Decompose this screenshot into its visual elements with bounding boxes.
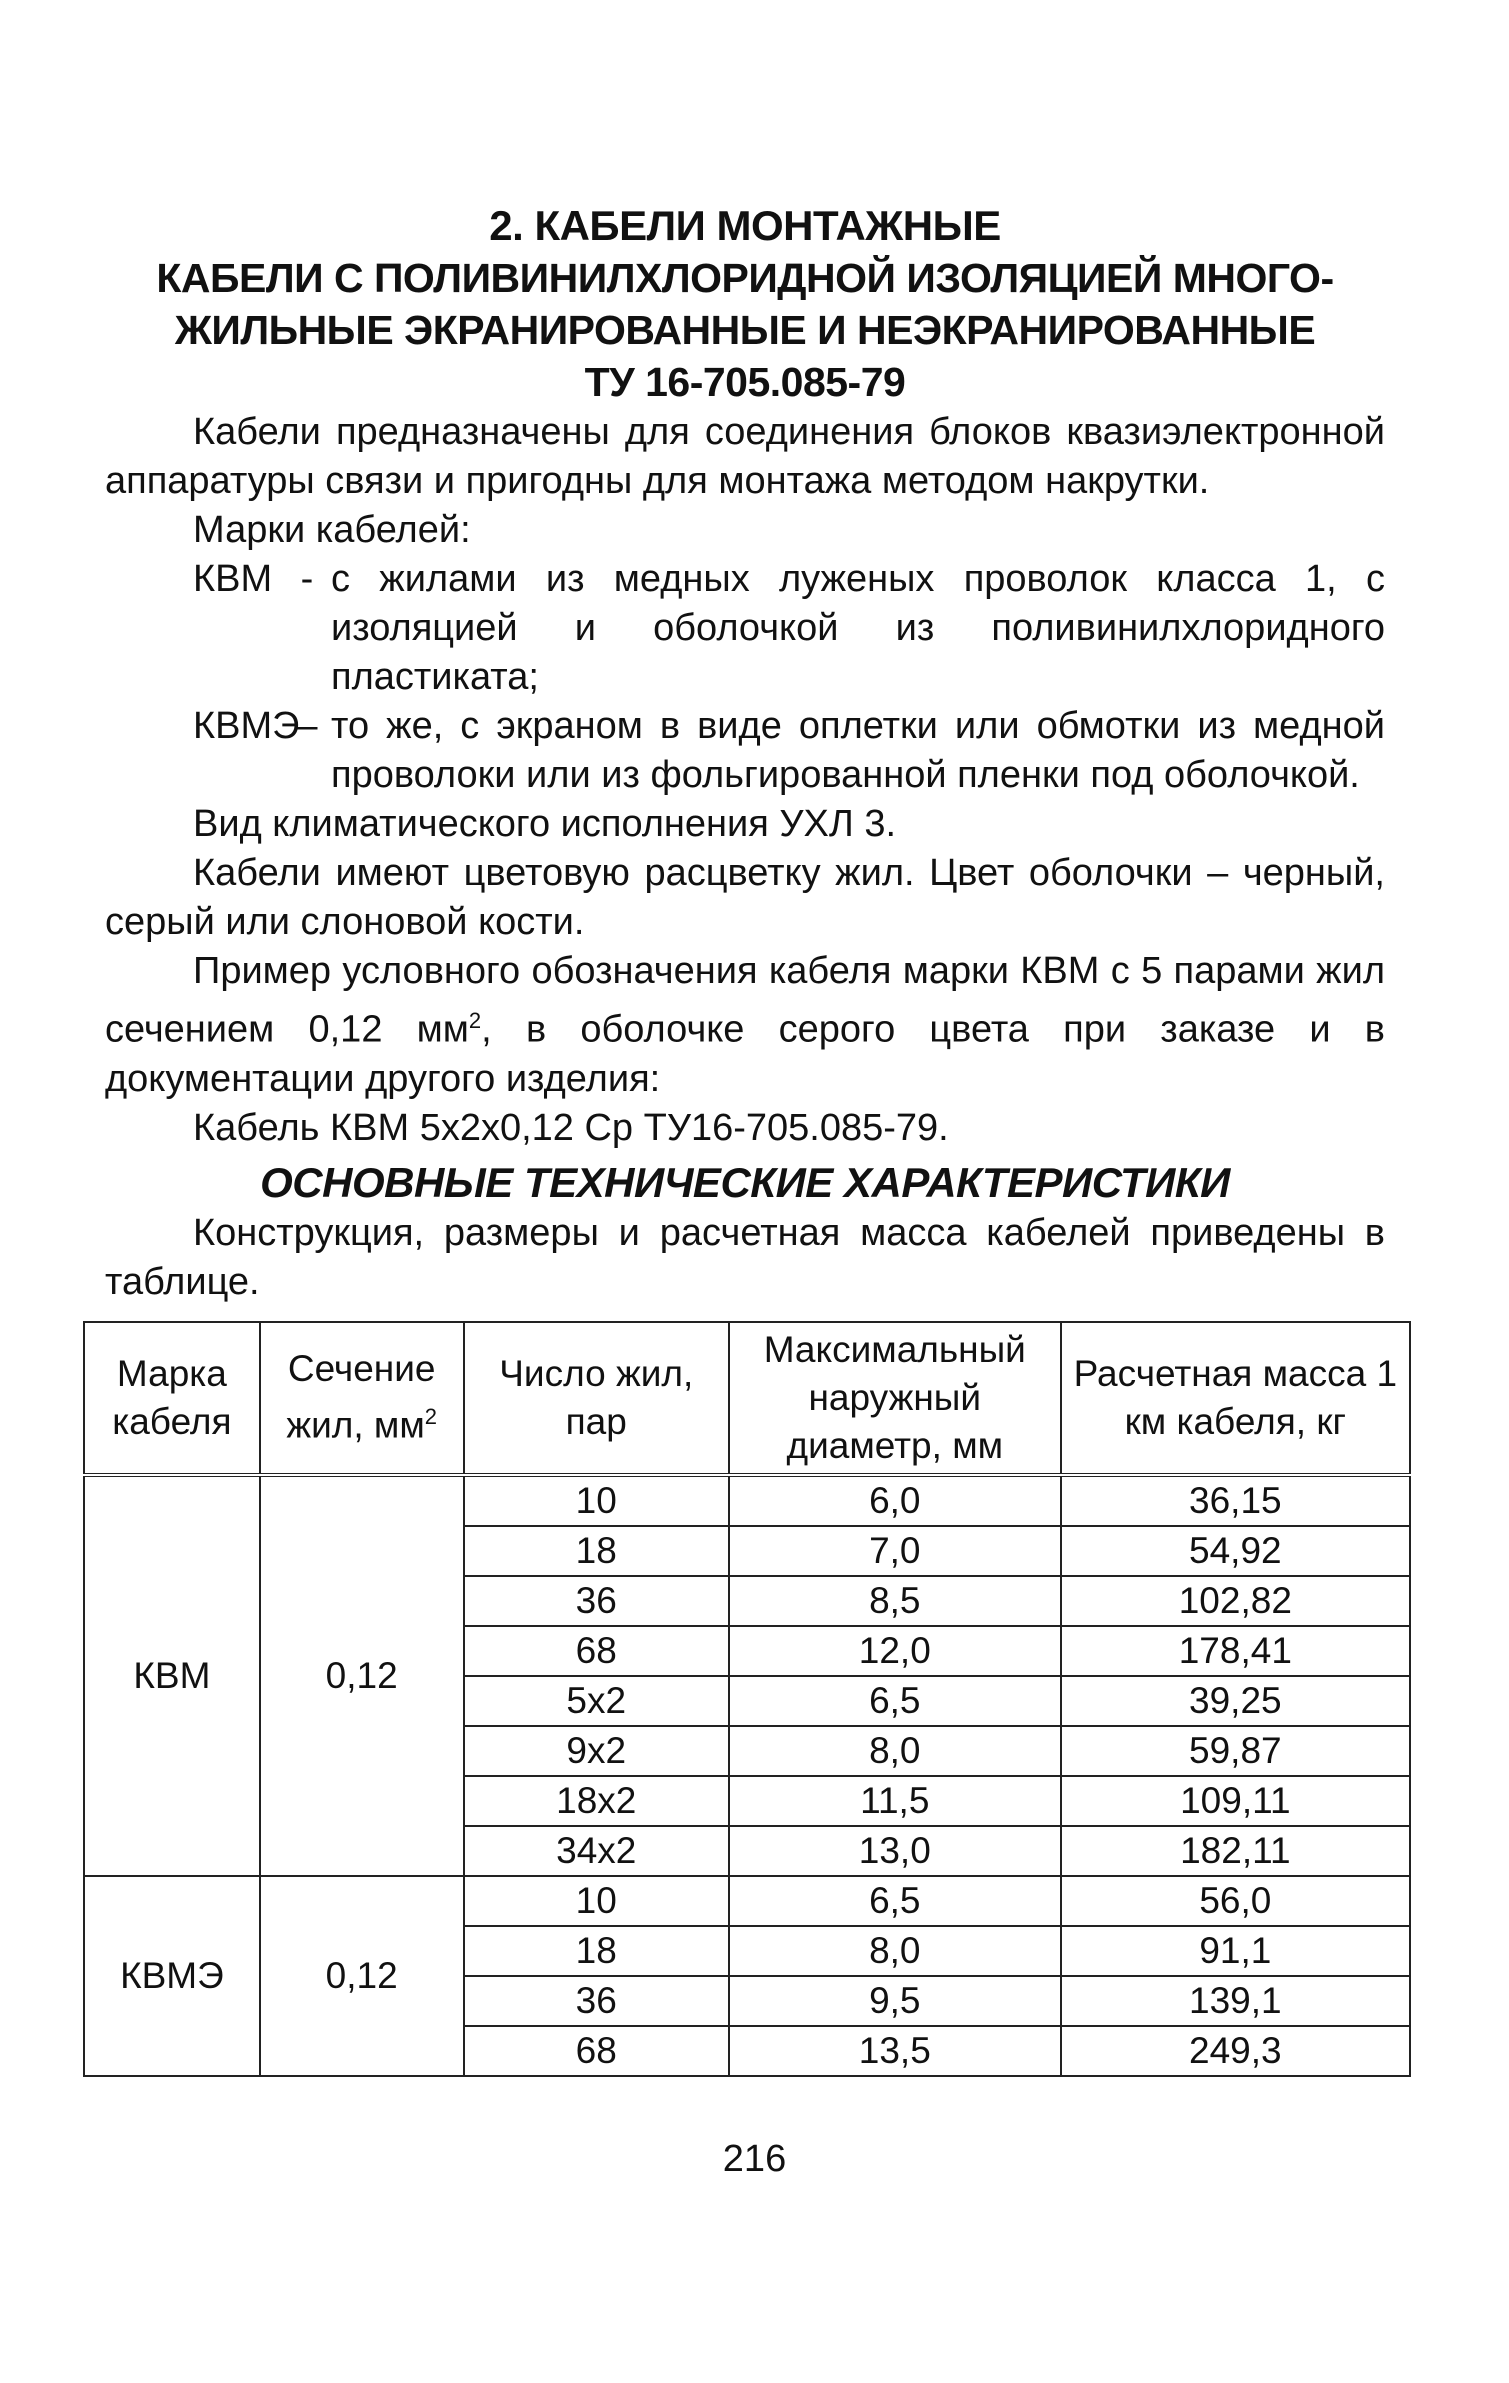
page-number: 216 — [722, 2138, 787, 2180]
cell-mass: 39,25 — [1061, 1676, 1410, 1726]
brand-term: КВМ — [193, 558, 273, 600]
example-superscript: 2 — [468, 1008, 482, 1033]
cell-count: 18 — [464, 1926, 729, 1976]
example-text-1: Пример условного обозначения кабеля марки КВМ с 5 парами жил сечением 0,12 мм — [105, 950, 1385, 1051]
cell-count: 10 — [464, 1876, 729, 1926]
table-body — [84, 1475, 1410, 2076]
subtitle-line-2: ЖИЛЬНЫЕ ЭКРАНИРОВАННЫЕ И НЕЭКРАНИРОВАННЫЕ — [174, 307, 1316, 353]
cell-mass: 56,0 — [1061, 1876, 1410, 1926]
cell-count: 34х2 — [464, 1826, 729, 1876]
header-section — [260, 1322, 464, 1475]
brands-heading: Марки кабелей: — [193, 509, 471, 551]
brand-term: КВМЭ — [193, 705, 300, 747]
cell-diameter: 8,0 — [729, 1726, 1061, 1776]
cell-mass: 36,15 — [1061, 1475, 1410, 1526]
cell-mass: 178,41 — [1061, 1626, 1410, 1676]
cable-spec-table — [83, 1321, 1411, 2077]
header-section-text: Сечение жил, мм — [286, 1348, 436, 1446]
cell-count: 68 — [464, 1626, 729, 1676]
cell-count: 18 — [464, 1526, 729, 1576]
cell-diameter: 8,5 — [729, 1576, 1061, 1626]
cell-brand: КВМ — [84, 1475, 260, 1876]
cell-count: 5х2 — [464, 1676, 729, 1726]
subtitle-line-1: КАБЕЛИ С ПОЛИВИНИЛХЛОРИДНОЙ ИЗОЛЯЦИЕЙ МНОГО- — [156, 255, 1334, 301]
cell-section: 0,12 — [260, 1876, 464, 2076]
example-text-2: , в оболочке серого цвета при заказе и в документации другого изделия: — [105, 1008, 1385, 1100]
cell-count: 68 — [464, 2026, 729, 2076]
table-row — [84, 1876, 1410, 1926]
cell-mass: 139,1 — [1061, 1976, 1410, 2026]
cell-count: 9х2 — [464, 1726, 729, 1776]
brand-description: то же, с экраном в виде оплетки или обмотки из медной проволоки или из фольгированной пленки под оболочкой. — [331, 705, 1385, 796]
header-brand: Марка кабеля — [84, 1322, 260, 1475]
brand-dash: - — [300, 558, 314, 600]
brand-description: с жилами из медных луженых проволок класса 1, с изоляцией и оболочкой из поливинилхлоридного пластиката; — [331, 558, 1385, 698]
header-mass: Расчетная масса 1 км кабеля, кг — [1061, 1322, 1410, 1475]
document-page — [105, 200, 1398, 2077]
header-count: Число жил, пар — [464, 1322, 729, 1475]
table-row — [84, 1475, 1410, 1526]
cell-diameter: 11,5 — [729, 1776, 1061, 1826]
cell-diameter: 13,5 — [729, 2026, 1061, 2076]
example-designation: Кабель КВМ 5х2х0,12 Ср ТУ16-705.085-79. — [193, 1106, 949, 1149]
cell-mass: 102,82 — [1061, 1576, 1410, 1626]
cell-mass: 109,11 — [1061, 1776, 1410, 1826]
climate-paragraph: Вид климатического исполнения УХЛ 3. — [193, 803, 897, 845]
cell-mass: 182,11 — [1061, 1826, 1410, 1876]
chapter-title: 2. КАБЕЛИ МОНТАЖНЫЕ — [489, 202, 1001, 249]
cell-count: 18х2 — [464, 1776, 729, 1826]
cell-diameter: 7,0 — [729, 1526, 1061, 1576]
brand-dash: – — [296, 705, 318, 747]
cell-diameter: 6,0 — [729, 1475, 1061, 1526]
brand-definition — [193, 555, 1385, 702]
cell-diameter: 9,5 — [729, 1976, 1061, 2026]
cell-diameter: 12,0 — [729, 1626, 1061, 1676]
standard-code: ТУ 16-705.085-79 — [584, 359, 906, 405]
cell-mass: 249,3 — [1061, 2026, 1410, 2076]
cell-diameter: 6,5 — [729, 1676, 1061, 1726]
cell-section: 0,12 — [260, 1475, 464, 1876]
colors-paragraph: Кабели имеют цветовую расцветку жил. Цвет оболочки – черный, серый или слоновой кости. — [105, 852, 1385, 943]
cell-mass: 59,87 — [1061, 1726, 1410, 1776]
cell-mass: 54,92 — [1061, 1526, 1410, 1576]
section-intro: Конструкция, размеры и расчетная масса кабелей приведены в таблице. — [105, 1211, 1385, 1303]
cell-count: 36 — [464, 1576, 729, 1626]
brand-definition — [193, 702, 1385, 800]
cell-count: 36 — [464, 1976, 729, 2026]
cell-mass: 91,1 — [1061, 1926, 1410, 1976]
header-section-superscript: 2 — [424, 1404, 438, 1430]
example-paragraph — [105, 947, 1385, 1104]
cell-diameter: 6,5 — [729, 1876, 1061, 1926]
table-header-row — [84, 1322, 1410, 1475]
cell-diameter: 8,0 — [729, 1926, 1061, 1976]
cell-brand: КВМЭ — [84, 1876, 260, 2076]
section-heading: ОСНОВНЫЕ ТЕХНИЧЕСКИЕ ХАРАКТЕРИСТИКИ — [260, 1158, 1230, 1206]
cell-count: 10 — [464, 1475, 729, 1526]
cell-diameter: 13,0 — [729, 1826, 1061, 1876]
header-diameter: Максимальный наружный диаметр, мм — [729, 1322, 1061, 1475]
intro-paragraph: Кабели предназначены для соединения блоков квазиэлектронной аппаратуры связи и пригодны для монтажа методом накрутки. — [105, 411, 1385, 502]
